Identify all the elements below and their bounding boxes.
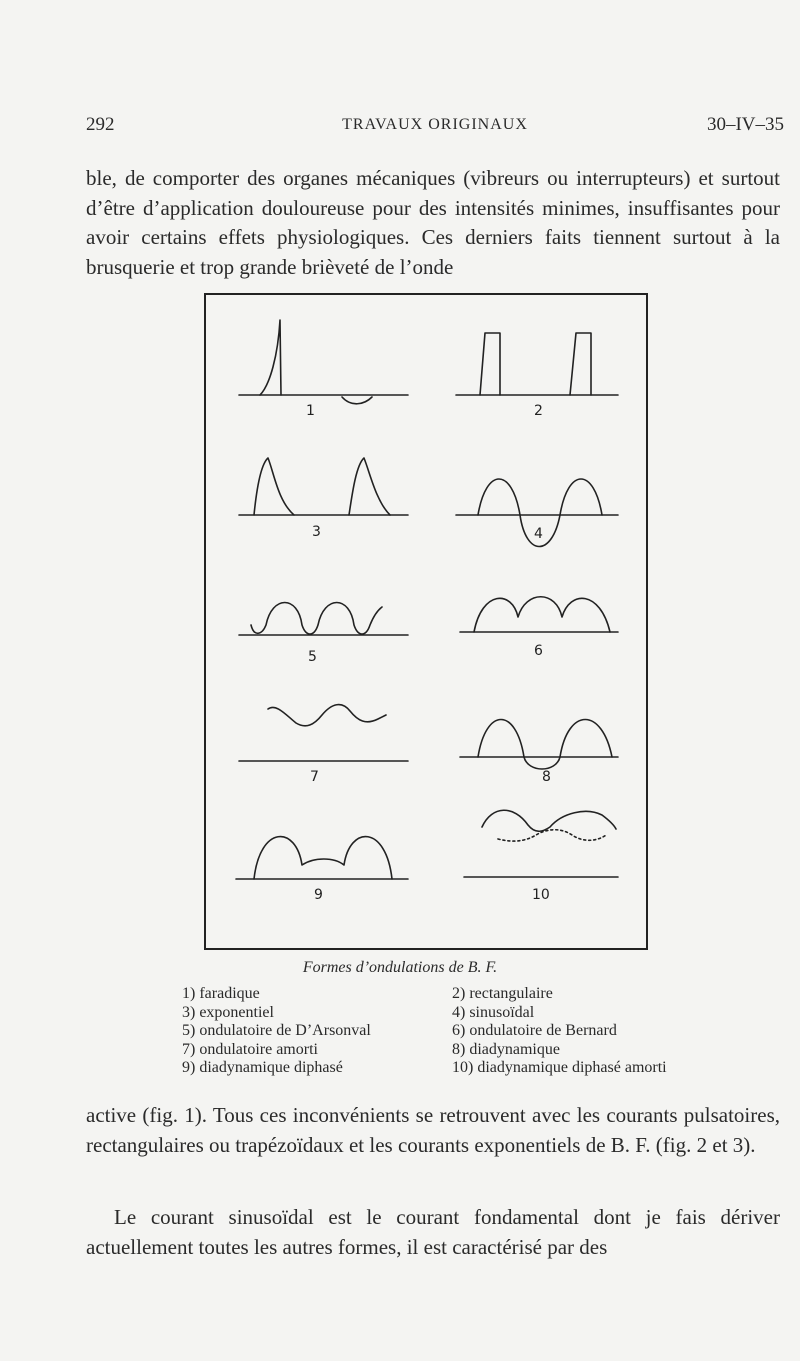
legend-item: 1) faradique: [182, 985, 260, 1002]
legend-item: 5) ondulatoire de D’Arsonval: [182, 1022, 371, 1039]
figure-label: 3: [312, 524, 321, 540]
running-head: [86, 114, 784, 140]
legend-item: 7) ondulatoire amorti: [182, 1040, 318, 1058]
body-paragraph-1: ble, de comporter des organes mécaniques (vibreurs ou interrupteurs) et surtout d’être d’application douloureuse pour des intensités minimes, insuffisantes pour avoir certains effets physiologiques. Ces derniers faits tiennent surtout à la brusquerie et trop grande brièveté de l’onde: [86, 166, 780, 279]
waveform-9-diadynamic-diphase: [236, 837, 408, 879]
waveform-3-exponential: [239, 458, 408, 515]
figure-label: 10: [532, 887, 550, 903]
figure-label: 5: [308, 649, 317, 665]
figure-label: 9: [314, 887, 323, 903]
waveform-5-darsonval: [239, 603, 408, 636]
header-date: 30–IV–35: [706, 114, 784, 135]
legend-row: [182, 985, 772, 1004]
legend-item: 8) diadynamique: [452, 1040, 560, 1058]
body-paragraph-3: Le courant sinusoïdal est le courant fondamental dont je fais dériver actuellement toutes les autres formes, il est caractérisé par des: [86, 1205, 780, 1259]
figure-label: 6: [534, 643, 543, 659]
figure-label: 8: [542, 769, 551, 785]
legend-item: 6) ondulatoire de Bernard: [452, 1022, 617, 1039]
waveform-8-diadynamic: [460, 720, 618, 770]
waveform-7-damped: [239, 705, 408, 761]
legend-item: 10) diadynamique diphasé amorti: [452, 1059, 667, 1076]
figure-caption: Formes d’ondulations de B. F.: [302, 959, 498, 976]
legend-row: [182, 1059, 772, 1078]
figure-label: 1: [306, 403, 315, 419]
figure-legend: [182, 985, 772, 1078]
waveform-figure: [204, 293, 648, 950]
legend-item: 9) diadynamique diphasé: [182, 1059, 343, 1076]
page-number: 292: [86, 114, 115, 135]
body-paragraph-2: active (fig. 1). Tous ces inconvénients se retrouvent avec les courants pulsatoires, rectangulaires ou trapézoïdaux et les courants exponentiels de B. F. (fig. 2 et 3).: [86, 1103, 780, 1157]
waveform-drawings: [206, 295, 650, 952]
waveform-6-bernard: [460, 597, 618, 632]
legend-item: 2) rectangulaire: [452, 985, 553, 1002]
legend-item: 3) exponentiel: [182, 1003, 274, 1021]
legend-row: [182, 1004, 772, 1023]
legend-row: [182, 1041, 772, 1060]
waveform-2-rectangular: [456, 333, 618, 395]
legend-row: [182, 1022, 772, 1041]
waveform-1-faradic: [239, 320, 408, 404]
figure-label: 2: [534, 403, 543, 419]
figure-label: 7: [310, 769, 319, 785]
running-title: TRAVAUX ORIGINAUX: [342, 116, 528, 133]
waveform-10-diadynamic-damped: [464, 810, 618, 877]
legend-item: 4) sinusoïdal: [452, 1003, 535, 1021]
figure-label: 4: [534, 526, 543, 542]
